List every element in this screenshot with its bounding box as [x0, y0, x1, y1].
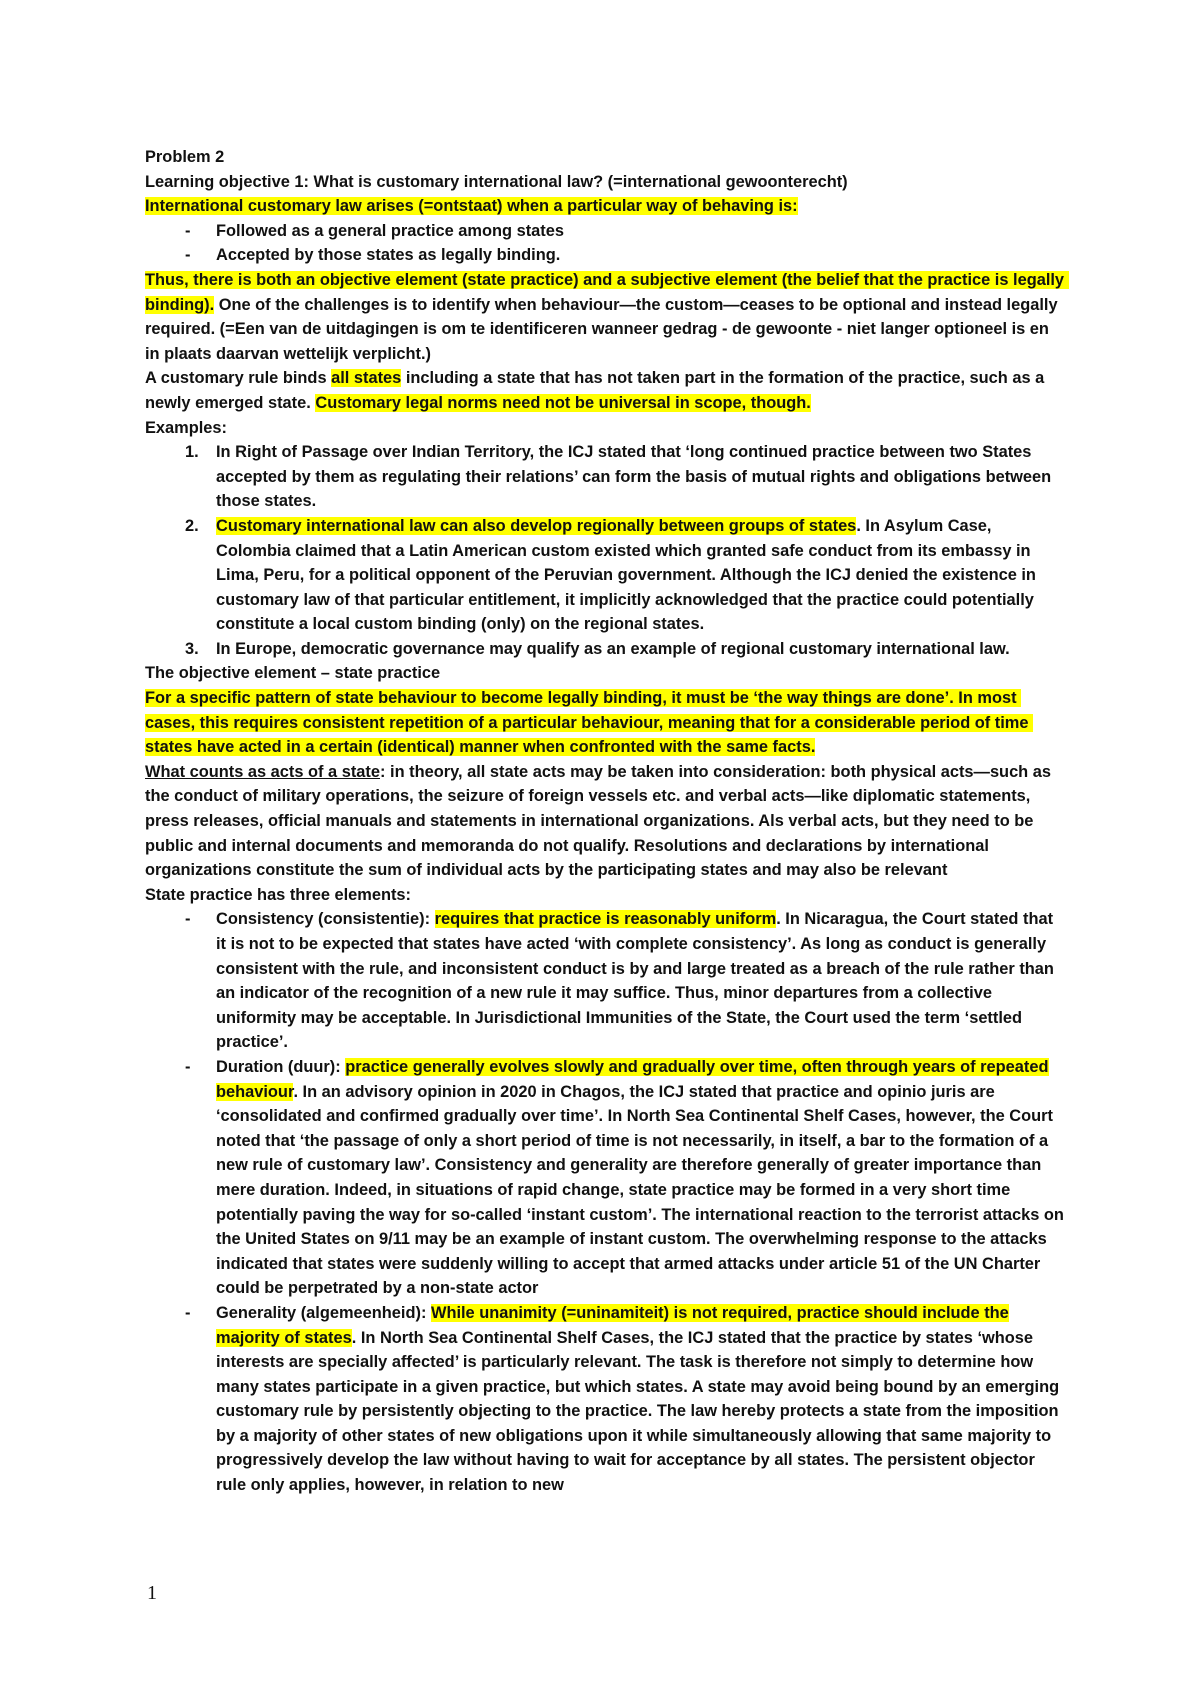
- paragraph-text: One of the challenges is to identify when behaviour—the custom—ceases to be optional and instead legally required. (=Een van de uitdagingen is om te identificeren wanneer gedrag - de gewoonte - niet langer optioneel is en in plaats daarvan wettelijk verplicht.): [145, 295, 1063, 363]
- three-elements-heading: State practice has three elements:: [145, 885, 412, 904]
- element-label: Consistency (consistentie):: [216, 910, 435, 929]
- element-body: . In an advisory opinion in 2020 in Chagos, the ICJ stated that practice and opinio juris are ‘consolidated and confirmed gradually over time’. In North Sea Continental Shelf Cases, however, the Court noted that ‘the passage of only a short period of time is not necessarily, in itself, a bar to the formation of a new rule of customary law’. Consistency and generality are therefore generally of greater importance than mere duration. Indeed, in situations of rapid change, state practice may be formed in a very short time potentially paving the way for so-called ‘instant custom’. The international reaction to the terrorist attacks on the United States on 9/11 may be an example of instant custom. The overwhelming response to the attacks indicated that states were suddenly willing to accept that armed attacks under article 51 of the UN Charter could be perpetrated by a non-state actor: [216, 1082, 1064, 1298]
- example-text: In Europe, democratic governance may qualify as an example of regional customary international law.: [216, 639, 1010, 658]
- bullet-marker: -: [185, 910, 191, 929]
- example-item: [145, 637, 1065, 662]
- highlight-text: requires that practice is reasonably uniform: [434, 910, 777, 929]
- element-text: [216, 1055, 1065, 1301]
- underlined-term: What counts as acts of a state: [145, 762, 380, 781]
- element-text: [216, 1301, 1065, 1498]
- paragraph-text: : in theory, all state acts may be taken into consideration: both physical acts—such as the conduct of military operations, the seizure of foreign vessels etc. and verbal acts—like diplomatic statements, press releases, official manuals and statements in international organizations. Als verbal acts, but they need to be public and internal documents and memoranda do not qualify. Resolutions and declarations by international organizations constitute the sum of individual acts by the participating states and may also be relevant: [145, 762, 1056, 880]
- bullet-marker: -: [185, 1057, 191, 1076]
- number-marker: 2.: [185, 516, 199, 535]
- example-text: In Right of Passage over Indian Territory, the ICJ stated that ‘long continued practice between two States accepted by them as regulating their relations’ can form the basis of mutual rights and obligations between those states.: [216, 443, 1052, 511]
- element-item: [145, 1055, 1065, 1301]
- example-text: [216, 514, 1065, 637]
- list-item-text: Accepted by those states as legally binding.: [216, 246, 561, 265]
- example-item: [145, 440, 1065, 514]
- paragraph-thus: [145, 268, 1069, 366]
- highlight-text: While unanimity (=uninamiteit) is not required, practice should include the majority of states: [216, 1303, 1009, 1347]
- highlight-text: Customary international law can also develop regionally between groups of states: [216, 516, 857, 535]
- example-text-rest: . In Asylum Case, Colombia claimed that a Latin American custom existed which granted safe conduct from its embassy in Lima, Peru, for a political opponent of the Peruvian government. Although the ICJ denied the existence in customary law of that particular entitlement, it implicitly acknowledged that the practice could potentially constitute a local custom binding (only) on the regional states.: [216, 516, 1036, 634]
- list-item: [145, 243, 1065, 268]
- list-item-text: Followed as a general practice among states: [216, 221, 564, 240]
- paragraph-text: including a state that has not taken part in the formation of the practice, such as a newly emerged state.: [145, 369, 1049, 412]
- page-number: 1: [147, 1582, 157, 1604]
- paragraph-acts: [145, 760, 1065, 883]
- paragraph-binds: [145, 366, 1065, 415]
- highlight-text: Thus, there is both an objective element (state practice) and a subjective element (the belief that the practice is legally binding).: [145, 270, 1069, 314]
- intro-highlight: International customary law arises (=ontstaat) when a particular way of behaving is:: [145, 197, 798, 216]
- examples-label: Examples:: [145, 418, 227, 437]
- paragraph-pattern: [145, 686, 1065, 760]
- element-text: [216, 907, 1065, 1055]
- highlight-text: practice generally evolves slowly and gradually over time, often through years of repeated behaviour: [216, 1057, 1049, 1101]
- learning-objective: Learning objective 1: What is customary international law? (=international gewoonterecht): [145, 172, 848, 191]
- paragraph-text: A customary rule binds: [145, 369, 332, 388]
- element-body: . In Nicaragua, the Court stated that it is not to be expected that states have acted ‘with complete consistency’. As long as conduct is generally consistent with the rule, and inconsistent conduct is by and large treated as a breach of the rule rather than an indicator of the recognition of a new rule it may suffice. Thus, minor departures from a collective uniformity may be acceptable. In Jurisdictional Immunities of the State, the Court used the term ‘settled practice’.: [216, 910, 1054, 1052]
- highlight-text: Customary legal norms need not be universal in scope, though.: [315, 393, 811, 412]
- bullet-marker: -: [185, 246, 191, 265]
- intro-paragraph: [145, 194, 1065, 219]
- element-label: Generality (algemeenheid):: [216, 1303, 431, 1322]
- list-item: [145, 219, 1065, 244]
- page-heading: Problem 2: [145, 148, 225, 166]
- document-body: [145, 145, 1069, 1498]
- element-item: [145, 907, 1065, 1055]
- bullet-marker: -: [185, 1303, 191, 1322]
- element-label: Duration (duur):: [216, 1057, 346, 1076]
- objective-element-heading: The objective element – state practice: [145, 664, 441, 683]
- highlight-text: For a specific pattern of state behaviour to become legally binding, it must be ‘the way things are done’. In most cases, this requires consistent repetition of a particular behaviour, meaning that for a considerable period of time states have acted in a certain (identical) manner when confronted with the same facts.: [145, 689, 1034, 757]
- highlight-text: all states: [331, 369, 402, 388]
- number-marker: 3.: [185, 639, 199, 658]
- element-item: [145, 1301, 1065, 1498]
- example-item: [145, 514, 1065, 637]
- number-marker: 1.: [185, 443, 199, 462]
- bullet-marker: -: [185, 221, 191, 240]
- element-body: . In North Sea Continental Shelf Cases, the ICJ stated that the practice by states ‘whose interests are specially affected’ is particularly relevant. The task is therefore not simply to determine how many states participate in a given practice, but which states. A state may avoid being bound by an emerging customary rule by persistently objecting to the practice. The law hereby protects a state from the imposition by a majority of other states of new obligations upon it while simultaneously allowing that same majority to progressively develop the law without having to wait for acceptance by all states. The persistent objector rule only applies, however, in relation to new: [216, 1328, 1060, 1495]
